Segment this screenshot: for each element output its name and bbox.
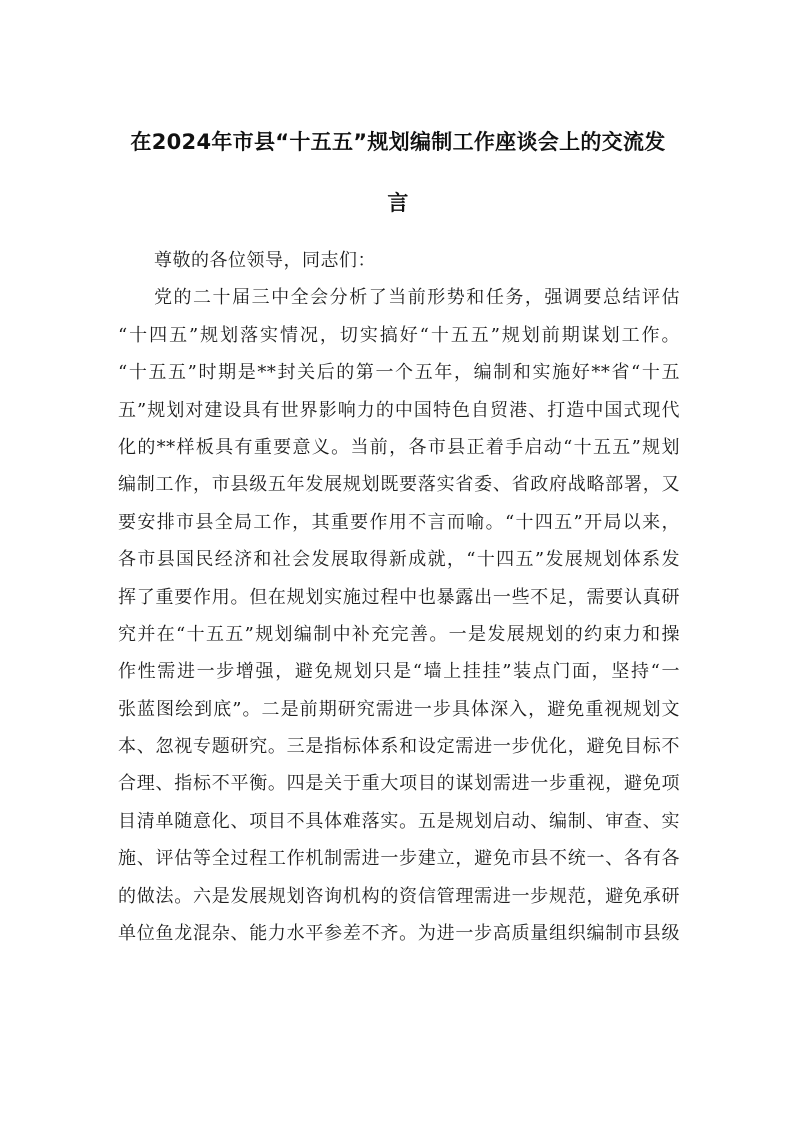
paragraph-line: 要安排市县全局工作，其重要作用不言而喻。“十四五”开局以来， — [118, 511, 680, 533]
paragraph-line: 编制工作，市县级五年发展规划既要落实省委、省政府战略部署，又 — [118, 474, 680, 496]
paragraph-line: 究并在“十五五”规划编制中补充完善。一是发展规划的约束力和操 — [118, 623, 680, 645]
paragraph-line: 单位鱼龙混杂、能力水平参差不齐。为进一步高质量组织编制市县级 — [118, 923, 680, 945]
paragraph-line: 施、评估等全过程工作机制需进一步建立，避免市县不统一、各有各 — [118, 848, 680, 870]
paragraph-1 — [118, 279, 680, 952]
paragraph-line: 挥了重要作用。但在规划实施过程中也暴露出一些不足，需要认真研 — [118, 586, 680, 608]
paragraph-line: 党的二十届三中全会分析了当前形势和任务，强调要总结评估 — [154, 287, 680, 309]
paragraph-line: 目清单随意化、项目不具体难落实。五是规划启动、编制、审查、实 — [118, 810, 680, 832]
paragraph-line: 本、忽视专题研究。三是指标体系和设定需进一步优化，避免目标不 — [118, 736, 680, 758]
title-line-1: 在2024年市县“十五五”规划编制工作座谈会上的交流发 — [130, 130, 666, 154]
paragraph-line: 五”规划对建设具有世界影响力的中国特色自贸港、打造中国式现代 — [118, 399, 680, 421]
salutation: 尊敬的各位领导，同志们： — [154, 250, 376, 271]
paragraph-line: “十四五”规划落实情况，切实搞好“十五五”规划前期谋划工作。 — [118, 324, 680, 346]
paragraph-line: “十五五”时期是**封关后的第一个五年，编制和实施好**省“十五 — [118, 362, 680, 384]
document-body — [118, 242, 680, 952]
title-line-2: 言 — [387, 191, 409, 215]
paragraph-line: 作性需进一步增强，避免规划只是“墙上挂挂”装点门面，坚持“一 — [118, 661, 680, 683]
document-title — [118, 112, 678, 234]
paragraph-line: 合理、指标不平衡。四是关于重大项目的谋划需进一步重视，避免项 — [118, 773, 680, 795]
paragraph-line: 各市县国民经济和社会发展取得新成就，“十四五”发展规划体系发 — [118, 549, 680, 571]
paragraph-line: 化的**样板具有重要意义。当前，各市县正着手启动“十五五”规划 — [118, 436, 680, 458]
paragraph-line: 的做法。六是发展规划咨询机构的资信管理需进一步规范，避免承研 — [118, 885, 680, 907]
paragraph-line: 张蓝图绘到底”。二是前期研究需进一步具体深入，避免重视规划文 — [118, 698, 680, 720]
